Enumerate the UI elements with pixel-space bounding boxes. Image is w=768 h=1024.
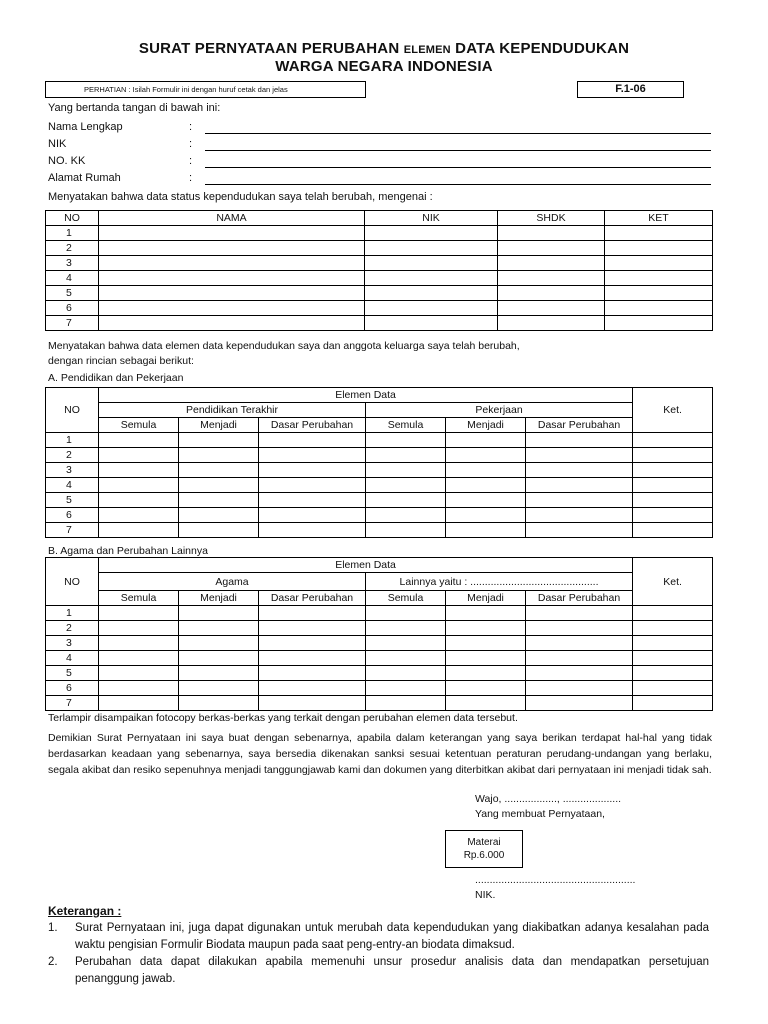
- header-nama: NAMA: [99, 211, 365, 226]
- cell[interactable]: [633, 651, 713, 666]
- cell[interactable]: [446, 463, 526, 478]
- table-row: [46, 463, 713, 478]
- cell[interactable]: [526, 523, 633, 538]
- table-row: [46, 256, 713, 271]
- nama-lengkap-field[interactable]: [205, 133, 711, 134]
- header-ket: Ket.: [633, 558, 713, 606]
- cell[interactable]: [99, 286, 365, 301]
- cell[interactable]: [259, 448, 366, 463]
- cell[interactable]: [366, 463, 446, 478]
- header-semula: Semula: [366, 418, 446, 433]
- table-header-row: [46, 403, 713, 418]
- row-number: 3: [46, 256, 99, 271]
- cell[interactable]: [605, 241, 713, 256]
- row-number: 1: [46, 226, 99, 241]
- cell[interactable]: [259, 636, 366, 651]
- table-row: [46, 666, 713, 681]
- title-part-1: SURAT PERNYATAAN PERUBAHAN: [138, 40, 404, 57]
- cell[interactable]: [99, 316, 365, 331]
- cell[interactable]: [99, 523, 179, 538]
- cell[interactable]: [526, 666, 633, 681]
- colon: :: [189, 172, 193, 184]
- cell[interactable]: [365, 301, 498, 316]
- cell[interactable]: [633, 681, 713, 696]
- cell[interactable]: [633, 523, 713, 538]
- cell[interactable]: [446, 606, 526, 621]
- label-alamat-rumah: Alamat Rumah: [48, 172, 121, 184]
- cell[interactable]: [99, 493, 179, 508]
- cell[interactable]: [446, 508, 526, 523]
- table-row: [46, 621, 713, 636]
- cell[interactable]: [366, 478, 446, 493]
- cell[interactable]: [446, 696, 526, 711]
- row-number: 4: [46, 478, 99, 493]
- cell[interactable]: [99, 433, 179, 448]
- section-a-table: [45, 387, 713, 538]
- cell[interactable]: [633, 478, 713, 493]
- table-row: [46, 636, 713, 651]
- no-kk-field[interactable]: [205, 167, 711, 168]
- cell[interactable]: [259, 478, 366, 493]
- cell[interactable]: [99, 463, 179, 478]
- header-elemen-data: Elemen Data: [99, 388, 633, 403]
- cell[interactable]: [366, 508, 446, 523]
- materai-box: [445, 830, 523, 868]
- cell[interactable]: [605, 286, 713, 301]
- materai-label: Materai: [467, 837, 501, 848]
- row-number: 7: [46, 316, 99, 331]
- header-menjadi: Menjadi: [446, 418, 526, 433]
- header-ket: Ket.: [633, 388, 713, 433]
- cell[interactable]: [526, 636, 633, 651]
- row-number: 6: [46, 301, 99, 316]
- cell[interactable]: [365, 271, 498, 286]
- cell[interactable]: [179, 478, 259, 493]
- row-number: 2: [46, 448, 99, 463]
- table-row: [46, 523, 713, 538]
- cell[interactable]: [99, 696, 179, 711]
- cell[interactable]: [633, 621, 713, 636]
- declaration-paragraph: Demikian Surat Pernyataan ini saya buat dengan sebenarnya, apabila dalam keterangan yang saya berikan terdapat hal-hal yang tidak berdasarkan keadaan yang sebenarnya, saya bersedia dikenakan sanksi sesuai ketentuan peraturan perudang-undangan yang berlaku, segala akibat dan resiko sepenuhnya menjadi tanggungjawab kami dan dokumen yang diterbitkan akibat dari pernyataan ini menjadi tidak sah.: [48, 732, 712, 776]
- cell[interactable]: [605, 256, 713, 271]
- table-row: [46, 508, 713, 523]
- signature-name-line[interactable]: .......................................................: [475, 874, 636, 886]
- status-table: [45, 210, 713, 331]
- cell[interactable]: [366, 523, 446, 538]
- cell[interactable]: [366, 448, 446, 463]
- cell[interactable]: [633, 508, 713, 523]
- header-nik: NIK: [365, 211, 498, 226]
- section-b-table: [45, 557, 713, 711]
- cell[interactable]: [605, 301, 713, 316]
- header-no: NO: [46, 211, 99, 226]
- cell[interactable]: [633, 433, 713, 448]
- cell[interactable]: [526, 651, 633, 666]
- cell[interactable]: [179, 448, 259, 463]
- header-semula: Semula: [366, 591, 446, 606]
- row-number: 4: [46, 271, 99, 286]
- row-number: 5: [46, 286, 99, 301]
- table-row: [46, 286, 713, 301]
- row-number: 7: [46, 696, 99, 711]
- table-row: [46, 651, 713, 666]
- cell[interactable]: [605, 226, 713, 241]
- cell[interactable]: [366, 621, 446, 636]
- cell[interactable]: [259, 493, 366, 508]
- identity-intro: Yang bertanda tangan di bawah ini:: [48, 102, 221, 114]
- cell[interactable]: [526, 606, 633, 621]
- status-intro: Menyatakan bahwa data status kependudukan saya telah berubah, mengenai :: [48, 191, 433, 203]
- row-number: 2: [46, 241, 99, 256]
- cell[interactable]: [179, 696, 259, 711]
- cell[interactable]: [633, 666, 713, 681]
- cell[interactable]: [366, 606, 446, 621]
- cell[interactable]: [605, 271, 713, 286]
- header-shdk: SHDK: [498, 211, 605, 226]
- cell[interactable]: [179, 636, 259, 651]
- cell[interactable]: [526, 433, 633, 448]
- header-no: NO: [46, 558, 99, 606]
- title-small-word: ELEMEN: [403, 44, 451, 56]
- cell[interactable]: [526, 508, 633, 523]
- table-header-row: [46, 558, 713, 573]
- header-dasar-perubahan: Dasar Perubahan: [526, 418, 633, 433]
- row-number: 6: [46, 681, 99, 696]
- cell[interactable]: [446, 478, 526, 493]
- nik-field[interactable]: [205, 150, 711, 151]
- cell[interactable]: [366, 651, 446, 666]
- table-row: [46, 696, 713, 711]
- cell[interactable]: [526, 448, 633, 463]
- cell[interactable]: [259, 666, 366, 681]
- cell[interactable]: [99, 651, 179, 666]
- table-header-row: [46, 388, 713, 403]
- cell[interactable]: [446, 448, 526, 463]
- cell[interactable]: [366, 666, 446, 681]
- section-b-heading: B. Agama dan Perubahan Lainnya: [48, 545, 208, 557]
- cell[interactable]: [179, 606, 259, 621]
- table-row: [46, 606, 713, 621]
- cell[interactable]: [179, 508, 259, 523]
- label-nik: NIK: [48, 138, 67, 150]
- row-number: 1: [46, 606, 99, 621]
- header-pekerjaan: Pekerjaan: [366, 403, 633, 418]
- cell[interactable]: [259, 681, 366, 696]
- table-header-row: [46, 418, 713, 433]
- cell[interactable]: [99, 226, 365, 241]
- table-row: [46, 448, 713, 463]
- note-item-1: Surat Pernyataan ini, juga dapat digunakan untuk merubah data kependudukan yang diakibatkan adanya kesalahan pada waktu pengisian Formulir Biodata maupun pada saat peng-entry-an biodata dimaksud.: [75, 922, 709, 951]
- header-menjadi: Menjadi: [179, 418, 259, 433]
- header-pendidikan: Pendidikan Terakhir: [99, 403, 366, 418]
- cell[interactable]: [99, 478, 179, 493]
- row-number: 3: [46, 463, 99, 478]
- cell[interactable]: [498, 226, 605, 241]
- cell[interactable]: [179, 666, 259, 681]
- cell[interactable]: [259, 621, 366, 636]
- cell[interactable]: [179, 681, 259, 696]
- element-intro-line1: Menyatakan bahwa data elemen data kependudukan saya dan anggota keluarga saya telah berubah,: [48, 340, 520, 352]
- cell[interactable]: [633, 448, 713, 463]
- cell[interactable]: [498, 301, 605, 316]
- cell[interactable]: [99, 508, 179, 523]
- cell[interactable]: [365, 286, 498, 301]
- cell[interactable]: [365, 256, 498, 271]
- document-title: [0, 40, 768, 57]
- cell[interactable]: [99, 681, 179, 696]
- attention-box: PERHATIAN : Isilah Formulir ini dengan huruf cetak dan jelas: [45, 81, 366, 98]
- label-nama-lengkap: Nama Lengkap: [48, 121, 123, 133]
- table-row: [46, 433, 713, 448]
- cell[interactable]: [259, 696, 366, 711]
- table-header-row: [46, 211, 713, 226]
- table-row: [46, 271, 713, 286]
- note-number: 2.: [48, 956, 58, 968]
- colon: :: [189, 121, 193, 133]
- cell[interactable]: [99, 606, 179, 621]
- row-number: 2: [46, 621, 99, 636]
- cell[interactable]: [633, 606, 713, 621]
- cell[interactable]: [99, 666, 179, 681]
- row-number: 5: [46, 493, 99, 508]
- cell[interactable]: [179, 493, 259, 508]
- place-date: Wajo, .................., ....................: [475, 793, 622, 805]
- cell[interactable]: [365, 226, 498, 241]
- cell[interactable]: [259, 508, 366, 523]
- table-header-row: [46, 573, 713, 591]
- header-ket: KET: [605, 211, 713, 226]
- cell[interactable]: [179, 463, 259, 478]
- cell[interactable]: [179, 621, 259, 636]
- cell[interactable]: [498, 286, 605, 301]
- cell[interactable]: [99, 271, 365, 286]
- cell[interactable]: [446, 666, 526, 681]
- cell[interactable]: [179, 651, 259, 666]
- row-number: 3: [46, 636, 99, 651]
- label-no-kk: NO. KK: [48, 155, 86, 167]
- header-elemen-data: Elemen Data: [99, 558, 633, 573]
- header-lainnya: Lainnya yaitu : ............................................: [366, 573, 633, 591]
- header-dasar-perubahan: Dasar Perubahan: [526, 591, 633, 606]
- signature-nik: NIK.: [475, 889, 496, 901]
- table-row: [46, 478, 713, 493]
- colon: :: [189, 138, 193, 150]
- header-menjadi: Menjadi: [446, 591, 526, 606]
- header-dasar-perubahan: Dasar Perubahan: [259, 591, 366, 606]
- table-row: [46, 681, 713, 696]
- cell[interactable]: [633, 636, 713, 651]
- cell[interactable]: [633, 463, 713, 478]
- cell[interactable]: [446, 621, 526, 636]
- table-header-row: [46, 591, 713, 606]
- header-no: NO: [46, 388, 99, 433]
- cell[interactable]: [498, 241, 605, 256]
- cell[interactable]: [526, 493, 633, 508]
- cell[interactable]: [179, 523, 259, 538]
- cell[interactable]: [366, 433, 446, 448]
- cell[interactable]: [366, 493, 446, 508]
- cell[interactable]: [526, 478, 633, 493]
- cell[interactable]: [446, 523, 526, 538]
- cell[interactable]: [633, 696, 713, 711]
- row-number: 7: [46, 523, 99, 538]
- cell[interactable]: [446, 636, 526, 651]
- element-intro-line2: dengan rincian sebagai berikut:: [48, 355, 194, 367]
- alamat-rumah-field[interactable]: [205, 184, 711, 185]
- table-row: [46, 241, 713, 256]
- table-row: [46, 301, 713, 316]
- cell[interactable]: [259, 463, 366, 478]
- cell[interactable]: [526, 463, 633, 478]
- document-subtitle: WARGA NEGARA INDONESIA: [275, 58, 493, 75]
- section-a-heading: A. Pendidikan dan Pekerjaan: [48, 372, 184, 384]
- cell[interactable]: [446, 433, 526, 448]
- cell[interactable]: [366, 681, 446, 696]
- row-number: 6: [46, 508, 99, 523]
- cell[interactable]: [366, 696, 446, 711]
- cell[interactable]: [446, 651, 526, 666]
- cell[interactable]: [99, 256, 365, 271]
- cell[interactable]: [99, 241, 365, 256]
- cell[interactable]: [99, 636, 179, 651]
- table-row: [46, 316, 713, 331]
- cell[interactable]: [259, 523, 366, 538]
- notes-heading: Keterangan :: [48, 904, 122, 918]
- attachment-note: Terlampir disampaikan fotocopy berkas-berkas yang terkait dengan perubahan elemen data tersebut.: [48, 712, 518, 724]
- cell[interactable]: [498, 271, 605, 286]
- cell[interactable]: [99, 301, 365, 316]
- maker-label: Yang membuat Pernyataan,: [475, 808, 605, 820]
- header-menjadi: Menjadi: [179, 591, 259, 606]
- cell[interactable]: [446, 493, 526, 508]
- row-number: 5: [46, 666, 99, 681]
- cell[interactable]: [526, 681, 633, 696]
- note-number: 1.: [48, 922, 58, 934]
- row-number: 1: [46, 433, 99, 448]
- cell[interactable]: [99, 621, 179, 636]
- cell[interactable]: [498, 256, 605, 271]
- header-semula: Semula: [99, 591, 179, 606]
- cell[interactable]: [633, 493, 713, 508]
- colon: :: [189, 155, 193, 167]
- cell[interactable]: [99, 448, 179, 463]
- cell[interactable]: [259, 606, 366, 621]
- header-semula: Semula: [99, 418, 179, 433]
- header-dasar-perubahan: Dasar Perubahan: [259, 418, 366, 433]
- materai-value: Rp.6.000: [463, 850, 505, 861]
- cell[interactable]: [259, 651, 366, 666]
- cell[interactable]: [605, 316, 713, 331]
- cell[interactable]: [365, 316, 498, 331]
- row-number: 4: [46, 651, 99, 666]
- cell[interactable]: [526, 621, 633, 636]
- note-item-2: Perubahan data dapat dilakukan apabila memenuhi unsur prosedur analisis data dan mendapatkan persetujuan penanggung jawab.: [75, 956, 709, 985]
- title-part-2: DATA KEPENDUDUKAN: [450, 40, 630, 57]
- cell[interactable]: [365, 241, 498, 256]
- cell[interactable]: [259, 433, 366, 448]
- table-row: [46, 226, 713, 241]
- header-agama: Agama: [99, 573, 366, 591]
- cell[interactable]: [526, 696, 633, 711]
- form-code: F.1-06: [577, 81, 684, 98]
- cell[interactable]: [179, 433, 259, 448]
- cell[interactable]: [498, 316, 605, 331]
- table-row: [46, 493, 713, 508]
- cell[interactable]: [366, 636, 446, 651]
- cell[interactable]: [446, 681, 526, 696]
